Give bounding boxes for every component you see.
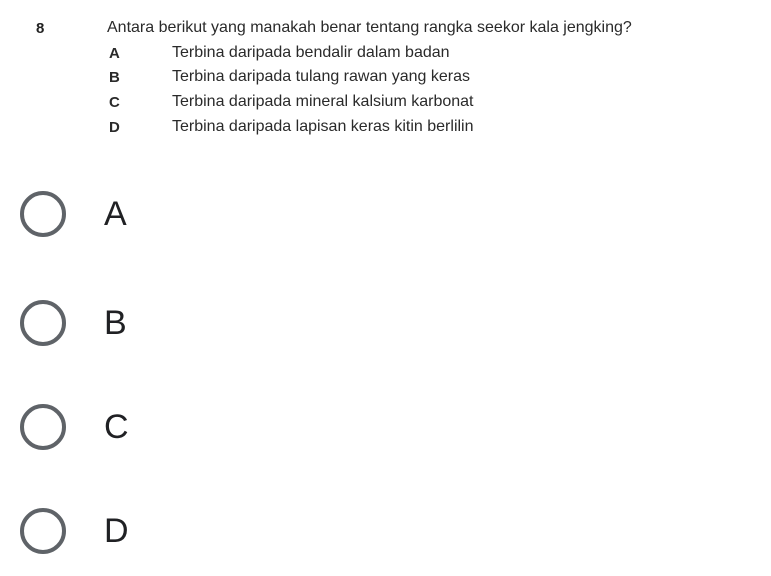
question-option-letter-a: A <box>109 45 120 62</box>
choice-a[interactable] <box>20 182 320 246</box>
choice-c[interactable] <box>20 395 320 459</box>
question-option-letter-c: C <box>109 94 120 111</box>
question-option-text-b: Terbina daripada tulang rawan yang keras <box>172 68 470 85</box>
choice-b[interactable] <box>20 291 320 355</box>
question-option-letter-b: B <box>109 69 120 86</box>
question-stem: Antara berikut yang manakah benar tentang rangka seekor kala jengking? <box>107 19 632 36</box>
question-option-letter-d: D <box>109 119 120 136</box>
choice-label-a: A <box>104 195 127 233</box>
radio-unchecked-icon[interactable] <box>20 404 66 450</box>
question-option-text-d: Terbina daripada lapisan keras kitin berlilin <box>172 118 474 135</box>
choice-label-c: C <box>104 408 129 446</box>
radio-unchecked-icon[interactable] <box>20 191 66 237</box>
question-image <box>0 0 771 150</box>
choice-label-b: B <box>104 304 127 342</box>
choice-label-d: D <box>104 512 129 550</box>
question-option-text-c: Terbina daripada mineral kalsium karbonat <box>172 93 474 110</box>
question-number: 8 <box>36 20 45 37</box>
radio-unchecked-icon[interactable] <box>20 300 66 346</box>
radio-unchecked-icon[interactable] <box>20 508 66 554</box>
choice-d[interactable] <box>20 499 320 563</box>
question-option-text-a: Terbina daripada bendalir dalam badan <box>172 44 450 61</box>
